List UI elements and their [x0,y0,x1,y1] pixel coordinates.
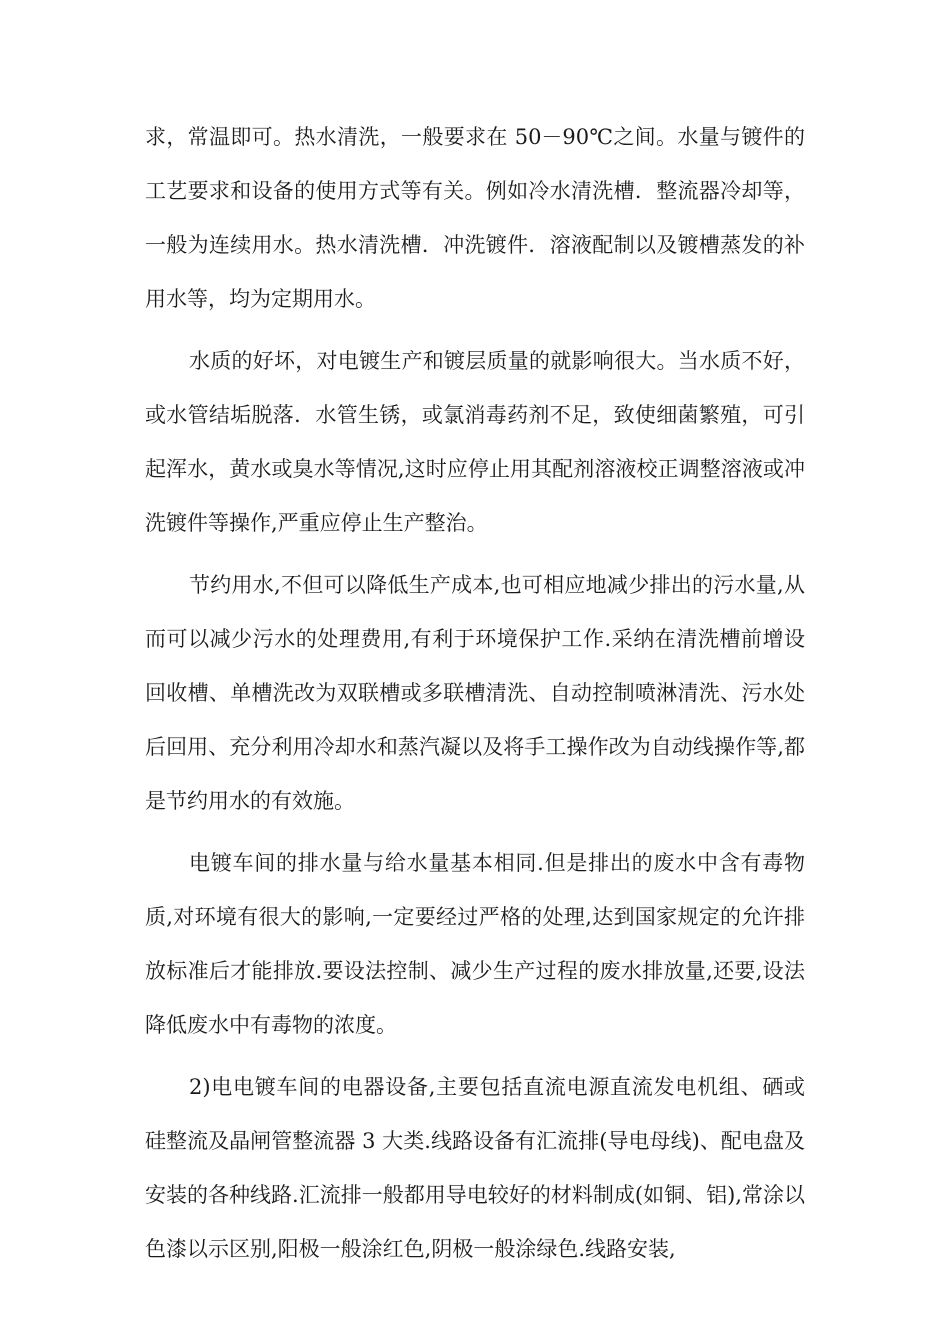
paragraph-5: 2)电电镀车间的电器设备,主要包括直流电源直流发电机组、硒或硅整流及晶闸管整流器 3 大类.线路设备有汇流排(导电母线)、配电盘及安装的各种线路.汇流排一般都用导电较好的材料制成(如铜、铝),常涂以色漆以示区别,阳极一般涂红色,阴极一般涂绿色.线路安装, [145,1075,805,1261]
paragraph-3: 节约用水,不但可以降低生产成本,也可相应地减少排出的污水量,从而可以减少污水的处理费用,有利于环境保护工作.采纳在清洗槽前增设回收槽、单槽洗改为双联槽或多联槽清洗、自动控制喷淋清洗、污水处后回用、充分利用冷却水和蒸汽凝以及将手工操作改为自动线操作等,都是节约用水的有效施。 [145,573,805,813]
document-body [145,110,805,1284]
paragraph-1: 求，常温即可。热水清洗，一般要求在 50－90℃之间。水量与镀件的工艺要求和设备的使用方式等有关。例如冷水清洗槽．整流器冷却等，一般为连续用水。热水清洗槽．冲洗镀件．溶液配制以及镀槽蒸发的补用水等，均为定期用水。 [145,125,805,311]
paragraph-4: 电镀车间的排水量与给水量基本相同.但是排出的废水中含有毒物质,对环境有很大的影响,一定要经过严格的处理,达到国家规定的允许排放标准后才能排放.要设法控制、减少生产过程的废水排放量,还要,设法降低废水中有毒物的浓度。 [145,851,805,1037]
paragraph-2: 水质的好坏，对电镀生产和镀层质量的就影响很大。当水质不好，或水管结垢脱落．水管生锈，或氯消毒药剂不足，致使细菌繁殖，可引起浑水，黄水或臭水等情况,这时应停止用其配剂溶液校正调整溶液或冲洗镀件等操作,严重应停止生产整治。 [145,349,805,535]
